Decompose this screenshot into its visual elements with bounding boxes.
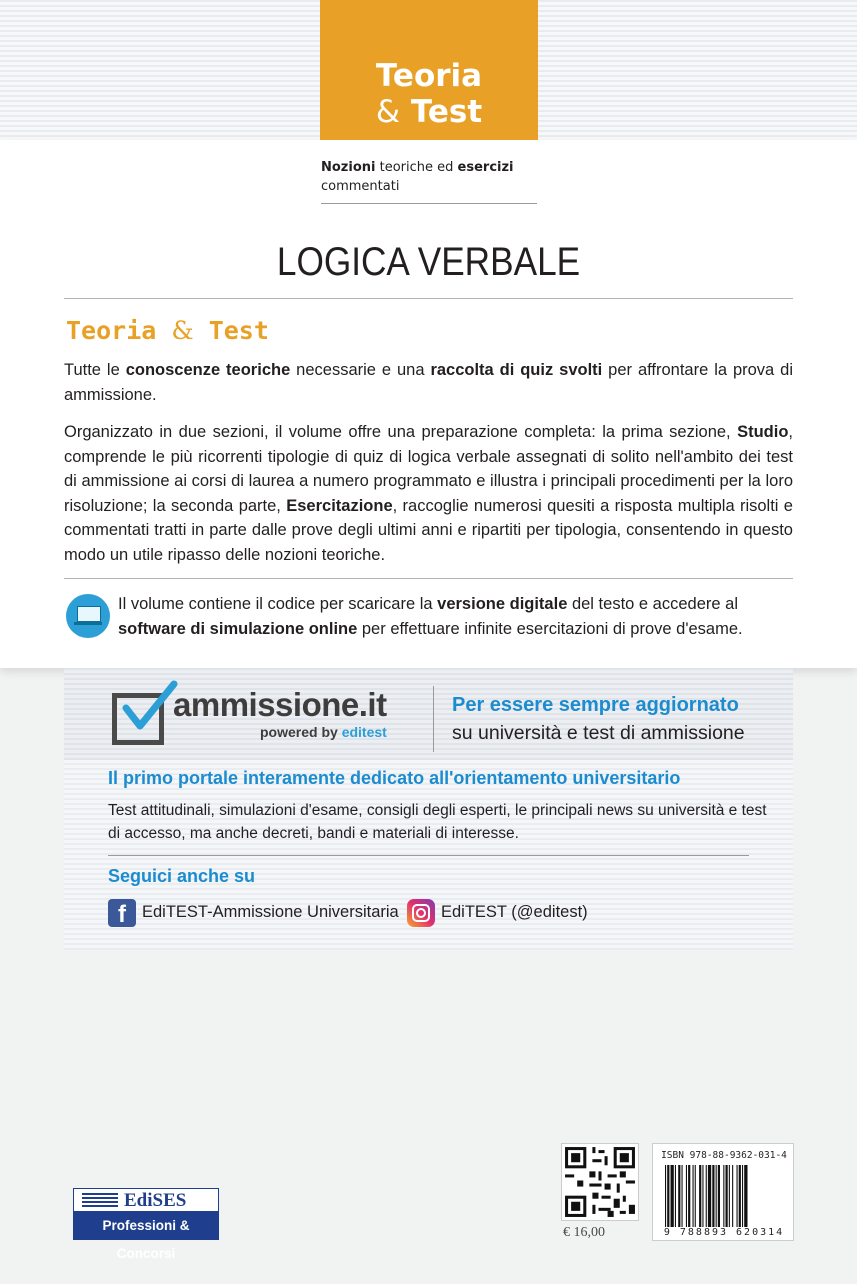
series-amp: & bbox=[375, 94, 401, 130]
publisher-logo bbox=[73, 1188, 219, 1261]
subtitle-text-1: teoriche ed bbox=[375, 160, 458, 175]
subtitle-divider bbox=[321, 203, 537, 204]
subtitle-bold-1: Nozioni bbox=[321, 160, 376, 175]
bold-run: Studio bbox=[737, 423, 789, 441]
facebook-link[interactable]: EdiTEST-Ammissione Universitaria bbox=[142, 903, 399, 921]
paragraph-divider bbox=[64, 578, 793, 579]
bold-run: raccolta di quiz svolti bbox=[430, 361, 603, 379]
portal-description: Test attitudinali, simulazioni d'esame, consigli degli esperti, le principali news su università e test di accesso, ma anche decreti, bandi e materiali di interesse. bbox=[108, 802, 767, 842]
section-title-amp: & bbox=[171, 316, 194, 345]
portal-title: Il primo portale interamente dedicato all'orientamento universitario bbox=[108, 768, 681, 788]
instagram-icon[interactable] bbox=[407, 899, 435, 927]
section-title bbox=[66, 316, 269, 345]
series-label-box bbox=[320, 0, 538, 140]
powered-brand: editest bbox=[341, 724, 387, 740]
description-paragraph bbox=[64, 420, 793, 567]
checkmark-icon bbox=[112, 678, 182, 748]
title-divider bbox=[64, 298, 793, 299]
publisher-line2: Professioni & Concorsi bbox=[73, 1212, 219, 1240]
computer-screen bbox=[77, 606, 101, 622]
section-title-part2: Test bbox=[208, 316, 269, 345]
computer-base bbox=[74, 622, 102, 625]
text-run: Il volume contiene il codice per scaricare la bbox=[118, 595, 438, 613]
text-run: , raccoglie numerosi quesiti a risposta multipla risolti e commentati tratti in parte dalle prove degli ultimi anni e ripartiti per tipologia, consentendo in questo modo un utile ripasso delle nozioni teoriche. bbox=[64, 496, 793, 564]
computer-icon bbox=[66, 594, 110, 638]
book-title: LOGICA VERBALE bbox=[276, 240, 581, 284]
portal-divider bbox=[108, 855, 749, 856]
slogan-line1: Per essere sempre aggiornato bbox=[452, 694, 739, 716]
text-run: del testo e accedere al bbox=[567, 595, 738, 613]
subtitle-text-2: commentati bbox=[321, 179, 400, 194]
barcode-box bbox=[652, 1143, 794, 1241]
price: € 16,00 bbox=[563, 1225, 605, 1240]
series-line2 bbox=[320, 94, 538, 130]
barcode-number: 9 788893 620314 bbox=[663, 1227, 785, 1238]
text-run: Tutte le bbox=[64, 361, 126, 379]
publisher-name: EdiSES bbox=[124, 1190, 187, 1211]
instagram-lens bbox=[416, 908, 426, 918]
publisher-logo-top bbox=[73, 1188, 219, 1212]
slogan-line2: su università e test di ammissione bbox=[452, 722, 745, 744]
section-title-part1: Teoria bbox=[66, 316, 157, 345]
digital-version-note bbox=[118, 592, 798, 642]
text-run: , comprende le più ricorrenti tipologie di quiz di logica verbale assegnati di solito nell'ambito dei test di ammissione ai corsi di laurea a numero programmato e illustra i principali procedimenti per la loro risoluzione; la seconda parte, bbox=[64, 423, 793, 515]
ammissione-divider bbox=[433, 686, 434, 752]
bold-run: versione digitale bbox=[437, 595, 568, 613]
powered-prefix: powered by bbox=[260, 724, 342, 740]
series-line1: Teoria bbox=[375, 58, 483, 94]
text-run: per affrontare la prova di ammissione. bbox=[64, 361, 793, 404]
publisher-books-icon bbox=[82, 1193, 118, 1209]
intro-paragraph bbox=[64, 358, 793, 407]
instagram-link[interactable]: EdiTEST (@editest) bbox=[441, 903, 588, 921]
series-line2-text: Test bbox=[410, 94, 483, 130]
barcode-icon bbox=[665, 1165, 783, 1227]
isbn-label: ISBN 978-88-9362-031-4 bbox=[661, 1150, 787, 1161]
text-run: per effettuare infinite esercitazioni di prove d'esame. bbox=[357, 620, 743, 638]
series-subtitle bbox=[321, 158, 537, 196]
bold-run: Esercitazione bbox=[286, 496, 393, 515]
bold-run: conoscenze teoriche bbox=[125, 361, 291, 379]
ammissione-logo: ammissione.it bbox=[173, 686, 387, 723]
text-run: Organizzato in due sezioni, il volume offre una preparazione completa: la prima sezione, bbox=[64, 423, 738, 441]
subtitle-bold-2: esercizi bbox=[457, 160, 514, 175]
facebook-icon[interactable]: f bbox=[108, 899, 136, 927]
follow-heading: Seguici anche su bbox=[108, 866, 256, 886]
bold-run: software di simulazione online bbox=[118, 620, 358, 638]
text-run: necessarie e una bbox=[290, 361, 431, 379]
powered-by bbox=[260, 724, 387, 740]
qr-code-icon bbox=[561, 1143, 639, 1221]
